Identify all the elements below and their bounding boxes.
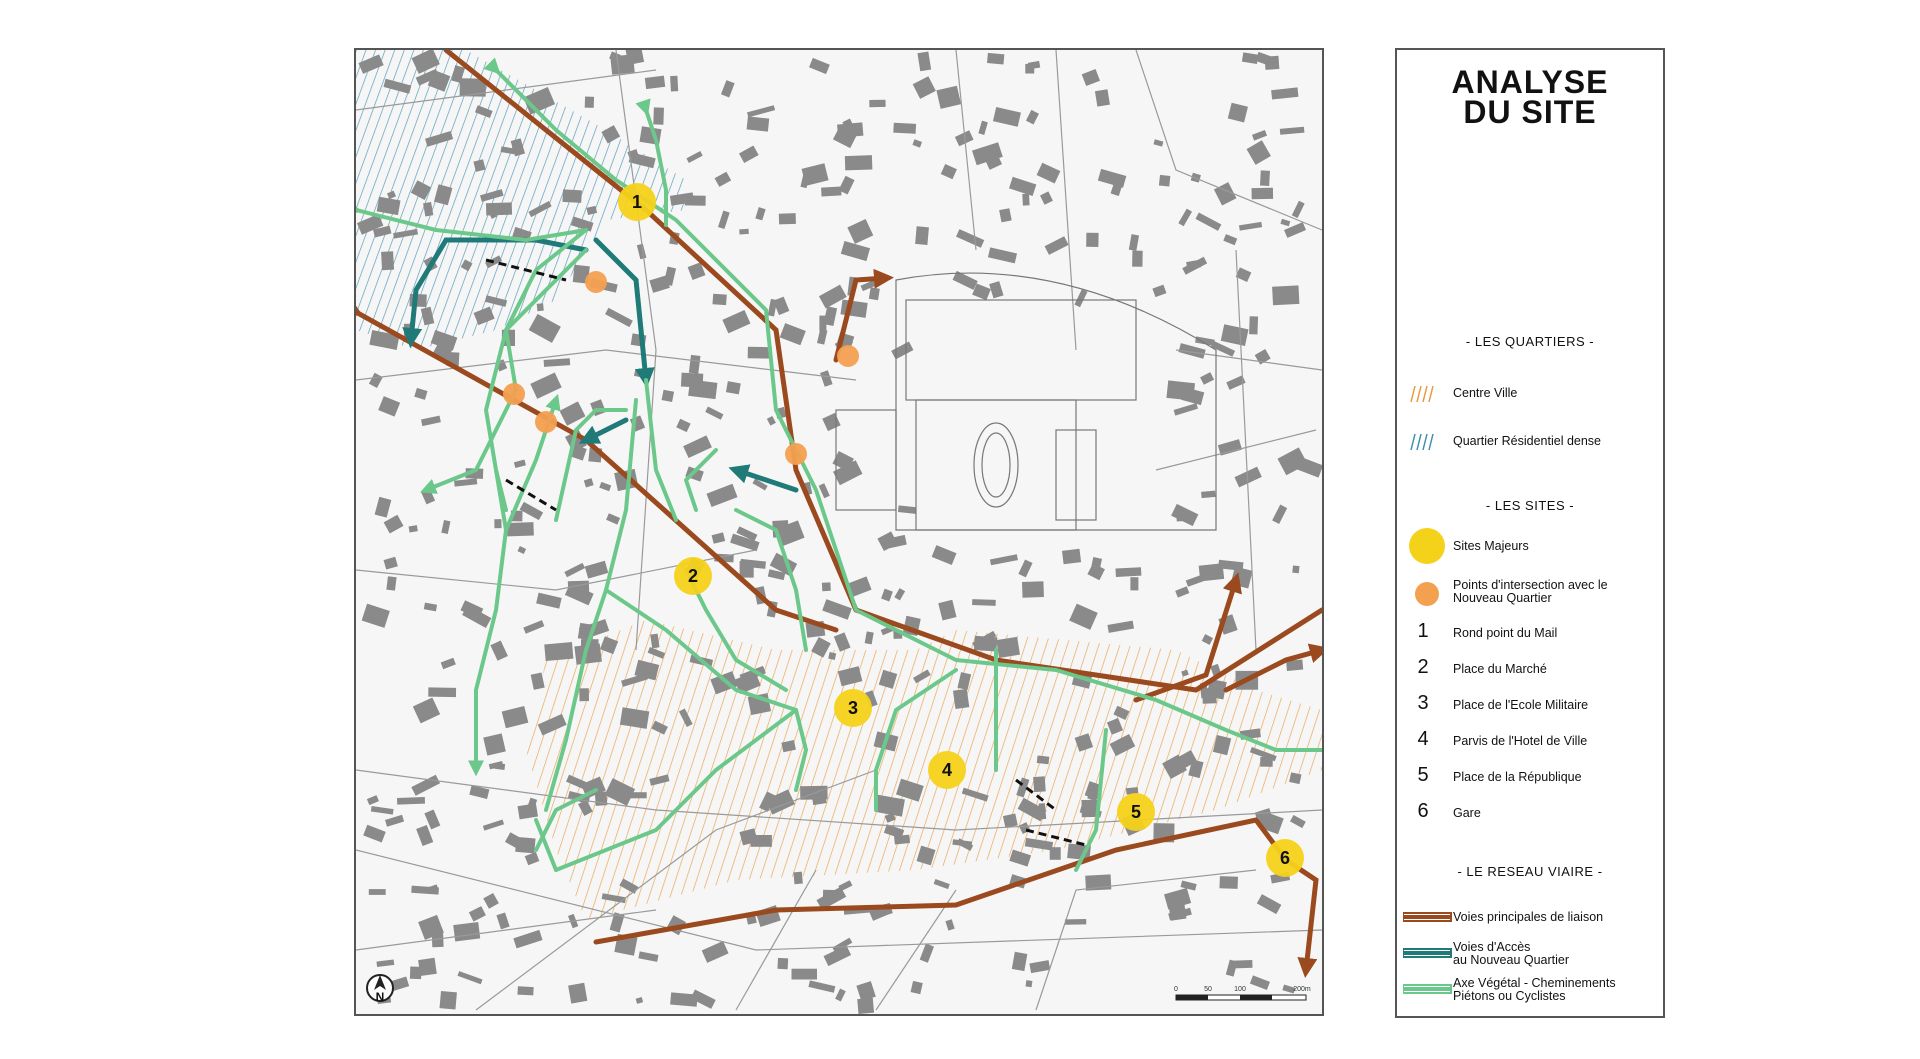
building (1037, 755, 1050, 764)
building (1026, 980, 1033, 987)
building (739, 146, 759, 163)
sites-majeurs-label: Sites Majeurs (1453, 539, 1529, 553)
building (496, 912, 509, 929)
building (835, 989, 846, 1002)
building (536, 593, 562, 609)
access-road-line-icon (1403, 938, 1453, 974)
building (989, 281, 1003, 298)
building (726, 381, 741, 394)
building (755, 207, 765, 220)
building (1247, 140, 1271, 165)
building (793, 872, 802, 885)
building (712, 294, 726, 305)
building (1199, 563, 1225, 581)
legend-site-6 (1397, 798, 1663, 834)
building (375, 497, 392, 518)
building (676, 419, 690, 432)
axe-vegetal-label-line2: Piétons ou Cyclistes (1453, 989, 1566, 1003)
legend-item-voies-principales (1397, 902, 1663, 938)
building (1153, 139, 1163, 146)
building (1252, 188, 1274, 199)
building (934, 879, 950, 889)
scale-tick-100: 100 (1234, 986, 1246, 993)
orange-hatch-icon (1403, 380, 1453, 416)
building (841, 241, 870, 261)
building (834, 632, 851, 651)
building (1195, 336, 1215, 345)
building (1086, 233, 1098, 247)
reseau-heading: - LE RESEAU VIAIRE - (1457, 864, 1603, 879)
building (409, 525, 418, 532)
building (1087, 563, 1105, 580)
site-marker-number-5: 5 (1130, 802, 1142, 822)
voies-principales-label: Voies principales de liaison (1453, 910, 1604, 924)
street (736, 870, 816, 1010)
voies-acces-label-line1: Voies d'Accès (1453, 940, 1531, 954)
legend-item-centre-ville (1397, 380, 1663, 416)
building (525, 852, 540, 865)
building (1065, 919, 1086, 925)
building (767, 416, 776, 426)
building (529, 314, 561, 343)
building (1026, 110, 1039, 125)
building (999, 208, 1012, 222)
building (1082, 69, 1100, 86)
quartier-residentiel-label: Quartier Résidentiel dense (1453, 434, 1601, 448)
building (369, 373, 383, 388)
building (838, 880, 852, 891)
legend-site-2 (1397, 654, 1663, 690)
building (822, 582, 831, 591)
site-number-6: 6 (1417, 800, 1429, 822)
intersection-point (503, 383, 525, 405)
building (893, 123, 916, 134)
blue-hatch-icon (1403, 430, 1453, 466)
building (378, 396, 400, 417)
building (1009, 177, 1036, 196)
building (1098, 169, 1127, 188)
building (1022, 194, 1029, 206)
building (1012, 952, 1028, 971)
axe-vegetal-label-line1: Axe Végétal - Cheminements (1453, 976, 1616, 990)
intersection-point (785, 443, 807, 465)
building (1037, 163, 1061, 184)
building (747, 116, 770, 131)
building (689, 355, 701, 374)
building (820, 370, 833, 387)
building (384, 557, 398, 570)
site-marker-number-2: 2 (687, 566, 699, 586)
building (865, 631, 874, 644)
building (605, 308, 633, 327)
building (822, 599, 852, 620)
building (441, 658, 456, 670)
building (494, 519, 501, 528)
building (856, 981, 875, 1001)
building (1252, 130, 1267, 141)
building (376, 959, 394, 967)
building (369, 889, 386, 895)
building (670, 76, 678, 92)
building (1169, 902, 1187, 920)
site-label-3: Place de l'Ecole Militaire (1453, 698, 1589, 712)
building (881, 589, 893, 602)
building (1223, 234, 1237, 245)
building (978, 121, 987, 135)
building (877, 531, 897, 551)
legend-title-line2: DU SITE (1463, 94, 1597, 130)
building (718, 211, 730, 230)
building (664, 266, 677, 285)
building (792, 969, 818, 980)
building (706, 484, 737, 507)
building (424, 603, 437, 612)
site-number-4: 4 (1417, 728, 1429, 750)
building (638, 951, 658, 962)
legend-item-axe-vegetal (1397, 974, 1663, 1010)
building (1132, 251, 1143, 267)
building (397, 797, 425, 805)
building (705, 407, 723, 420)
building (988, 247, 1017, 263)
building (523, 620, 544, 634)
scale-tick-50: 50 (1204, 986, 1212, 993)
building (483, 893, 499, 909)
building (811, 790, 827, 805)
building (845, 155, 873, 170)
legend-item-intersection (1397, 574, 1663, 610)
building (722, 310, 750, 333)
building (869, 287, 880, 300)
legend-title-line1: ANALYSE (1451, 64, 1609, 100)
site-label-6: Gare (1453, 806, 1481, 820)
building (1062, 549, 1081, 565)
building (1257, 894, 1282, 914)
legend-panel (1395, 48, 1665, 1018)
building (421, 416, 441, 426)
building (1152, 285, 1166, 297)
building (917, 52, 931, 72)
building (715, 172, 732, 187)
site-number-3: 3 (1417, 692, 1429, 714)
building (494, 763, 505, 770)
building (822, 413, 840, 431)
intersection-point-icon (1403, 574, 1453, 610)
building (779, 213, 796, 224)
building (1130, 577, 1138, 590)
building (1195, 212, 1221, 230)
legend-site-1 (1397, 618, 1663, 654)
building (685, 195, 706, 205)
site-marker-number-1: 1 (631, 192, 643, 212)
intersection-point (585, 271, 607, 293)
building (1239, 222, 1262, 231)
building (1018, 559, 1032, 577)
building (993, 107, 1021, 127)
building (413, 697, 440, 723)
building (938, 600, 956, 621)
building (371, 806, 394, 815)
voies-acces-label-line2: au Nouveau Quartier (1453, 953, 1570, 967)
building (1292, 566, 1299, 574)
building (891, 341, 913, 359)
building (1271, 87, 1298, 99)
building (544, 642, 573, 661)
building (414, 388, 427, 400)
intersection-label-line1: Points d'intersection avec le (1453, 578, 1608, 592)
building (847, 219, 873, 244)
building (483, 733, 506, 755)
legend-site-5 (1397, 762, 1663, 798)
building (585, 561, 609, 579)
street (1056, 50, 1076, 350)
building (819, 483, 830, 498)
building (1186, 260, 1201, 270)
building (531, 672, 545, 689)
site-label-2: Place du Marché (1453, 662, 1547, 676)
site-marker-number-3: 3 (847, 698, 859, 718)
building (562, 189, 581, 202)
building (953, 689, 969, 709)
building (721, 80, 735, 97)
building (537, 303, 544, 311)
building (990, 554, 1018, 565)
building (520, 502, 544, 520)
legend-item-voies-acces (1397, 938, 1663, 974)
site-number-1: 1 (1417, 620, 1429, 642)
building (739, 229, 749, 235)
site-map[interactable] (354, 48, 1324, 1016)
building (530, 372, 561, 398)
intersection-point (535, 411, 557, 433)
building (821, 187, 841, 197)
legend-site-3 (1397, 690, 1663, 726)
building (1107, 621, 1134, 633)
building (1069, 604, 1098, 630)
building (1250, 975, 1270, 990)
building (367, 795, 379, 805)
building (1221, 324, 1249, 346)
building (1260, 757, 1273, 767)
site-number-2: 2 (1417, 656, 1429, 678)
building (1202, 634, 1213, 645)
building (606, 513, 620, 524)
building (564, 563, 585, 577)
building (686, 151, 702, 163)
building (920, 944, 934, 963)
legend-item-sites-majeurs (1397, 528, 1663, 564)
building (381, 251, 394, 270)
building (823, 306, 837, 326)
major-site-icon (1403, 528, 1453, 564)
building (1159, 175, 1170, 187)
building (1242, 52, 1258, 64)
building (1219, 876, 1238, 889)
site-label-4: Parvis de l'Hotel de Ville (1453, 734, 1588, 748)
building (1231, 960, 1253, 969)
building (1260, 170, 1270, 186)
scale-tick-200: 200m (1293, 986, 1311, 993)
building (362, 604, 390, 628)
building (662, 390, 675, 402)
street (1136, 50, 1322, 230)
building (1050, 847, 1061, 860)
building (1129, 234, 1139, 251)
scale-tick-0: 0 (1174, 986, 1178, 993)
building (469, 906, 486, 921)
building (1200, 372, 1214, 385)
building (1201, 491, 1215, 498)
building (507, 522, 534, 536)
building (453, 922, 480, 941)
building (653, 107, 664, 124)
intersection-points (503, 271, 859, 465)
legend-item-quartier-residentiel (1397, 430, 1663, 466)
site-marker-number-4: 4 (941, 760, 953, 780)
main-road-line-icon (1403, 902, 1453, 938)
building (1272, 505, 1287, 524)
building (911, 981, 923, 994)
building (747, 105, 775, 117)
building (681, 373, 703, 388)
street (956, 50, 976, 250)
building (768, 299, 777, 317)
building (636, 997, 644, 1004)
building (956, 229, 984, 248)
building (1095, 89, 1110, 106)
sports-complex (836, 273, 1216, 530)
building (483, 819, 504, 830)
building (457, 971, 482, 984)
building (1029, 960, 1050, 973)
building (517, 986, 533, 995)
building (894, 588, 905, 600)
building (585, 97, 594, 108)
centre-ville-label: Centre Ville (1453, 386, 1518, 400)
building (1045, 236, 1069, 255)
building (808, 980, 835, 992)
building (1022, 581, 1044, 597)
building (996, 637, 1020, 658)
building (817, 329, 827, 345)
building (1178, 209, 1192, 227)
building (490, 640, 508, 660)
building (544, 358, 571, 367)
building (913, 76, 936, 99)
green-axis-line-icon (1403, 974, 1453, 1010)
legend-site-4 (1397, 726, 1663, 762)
building (385, 815, 404, 827)
building (610, 54, 634, 74)
building (936, 86, 961, 109)
building (898, 505, 916, 514)
building (518, 546, 527, 554)
building (823, 890, 840, 898)
sites-heading: - LES SITES - (1485, 498, 1575, 513)
quartiers-heading: - LES QUARTIERS - (1465, 334, 1595, 349)
building (514, 460, 526, 469)
building (1228, 103, 1248, 123)
building (579, 688, 589, 701)
building (441, 520, 450, 534)
building (809, 58, 830, 74)
building (513, 930, 542, 949)
building (683, 435, 712, 458)
building (1003, 813, 1018, 827)
building (915, 226, 929, 245)
building (712, 532, 726, 543)
building (486, 202, 512, 215)
building (912, 139, 922, 147)
building (363, 825, 386, 843)
building (840, 299, 867, 317)
building (1272, 285, 1299, 305)
building (1249, 316, 1258, 334)
building (502, 706, 529, 728)
site-label-1: Rond point du Mail (1453, 626, 1558, 640)
building (702, 941, 729, 963)
site-marker-number-6: 6 (1279, 848, 1291, 868)
building (857, 998, 874, 1014)
building (1166, 380, 1195, 400)
building (1171, 504, 1198, 526)
building (1025, 64, 1034, 74)
building (972, 599, 996, 606)
building (599, 482, 611, 491)
building (386, 576, 396, 590)
building (1040, 191, 1053, 204)
building (941, 164, 957, 179)
building (751, 835, 772, 847)
building (584, 478, 594, 487)
street (1036, 870, 1256, 1010)
building (1033, 776, 1046, 792)
building (987, 53, 1004, 65)
building (932, 545, 957, 565)
building (568, 983, 587, 1004)
building (1290, 815, 1306, 828)
building (1280, 127, 1305, 135)
intersection-label-line2: Nouveau Quartier (1453, 591, 1552, 605)
site-label-5: Place de la République (1453, 770, 1582, 784)
building (1074, 289, 1087, 307)
building (777, 958, 788, 969)
building (428, 687, 456, 697)
building (894, 835, 910, 845)
building (1175, 586, 1189, 597)
building (410, 967, 422, 980)
north-label: N (375, 990, 385, 1004)
building (440, 991, 457, 1010)
building (945, 919, 954, 930)
building (1292, 201, 1305, 218)
building (1115, 567, 1141, 577)
building (645, 76, 665, 89)
building (1280, 219, 1290, 227)
building (454, 478, 477, 486)
site-number-5: 5 (1417, 764, 1429, 786)
building (1174, 403, 1198, 416)
intersection-point (837, 345, 859, 367)
building (780, 323, 806, 345)
street (1176, 350, 1322, 370)
building (1176, 516, 1187, 522)
building (869, 100, 885, 107)
